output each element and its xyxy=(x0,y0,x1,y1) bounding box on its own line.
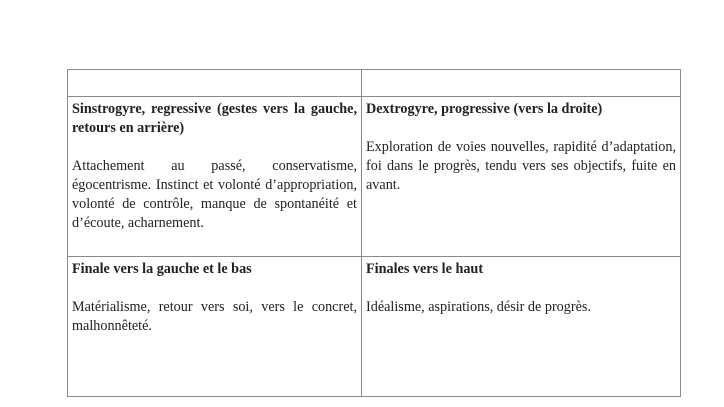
cell-heading: Dextrogyre, progressive (vers la droite) xyxy=(366,101,603,117)
table-cell-finale-gauche xyxy=(68,257,362,397)
empty-header-cell-right xyxy=(362,70,681,97)
cell-heading: Finale vers la gauche et le bas xyxy=(72,261,252,277)
empty-header-cell-left xyxy=(68,70,362,97)
document-table xyxy=(67,69,681,397)
table-header-row xyxy=(68,70,681,97)
cell-body: Attachement au passé, conservatisme, égocentrisme. Instinct et volonté d’appropriation, volonté de contrôle, manque de spontanéité et d’écoute, acharnement. xyxy=(72,158,357,231)
table-cell-dextrogyre xyxy=(362,97,681,257)
table-row xyxy=(68,97,681,257)
table-row xyxy=(68,257,681,397)
cell-body: Matérialisme, retour vers soi, vers le concret, malhonnêteté. xyxy=(72,299,357,334)
cell-body: Idéalisme, aspirations, désir de progrès. xyxy=(366,299,591,315)
cell-body: Exploration de voies nouvelles, rapidité d’adaptation, foi dans le progrès, tendu vers ses objectifs, fuite en avant. xyxy=(366,139,676,193)
cell-heading: Sinstrogyre, regressive (gestes vers la gauche, retours en arrière) xyxy=(72,101,357,136)
table-cell-sinistrogyre xyxy=(68,97,362,257)
cell-heading: Finales vers le haut xyxy=(366,261,484,277)
table-cell-finales-haut xyxy=(362,257,681,397)
